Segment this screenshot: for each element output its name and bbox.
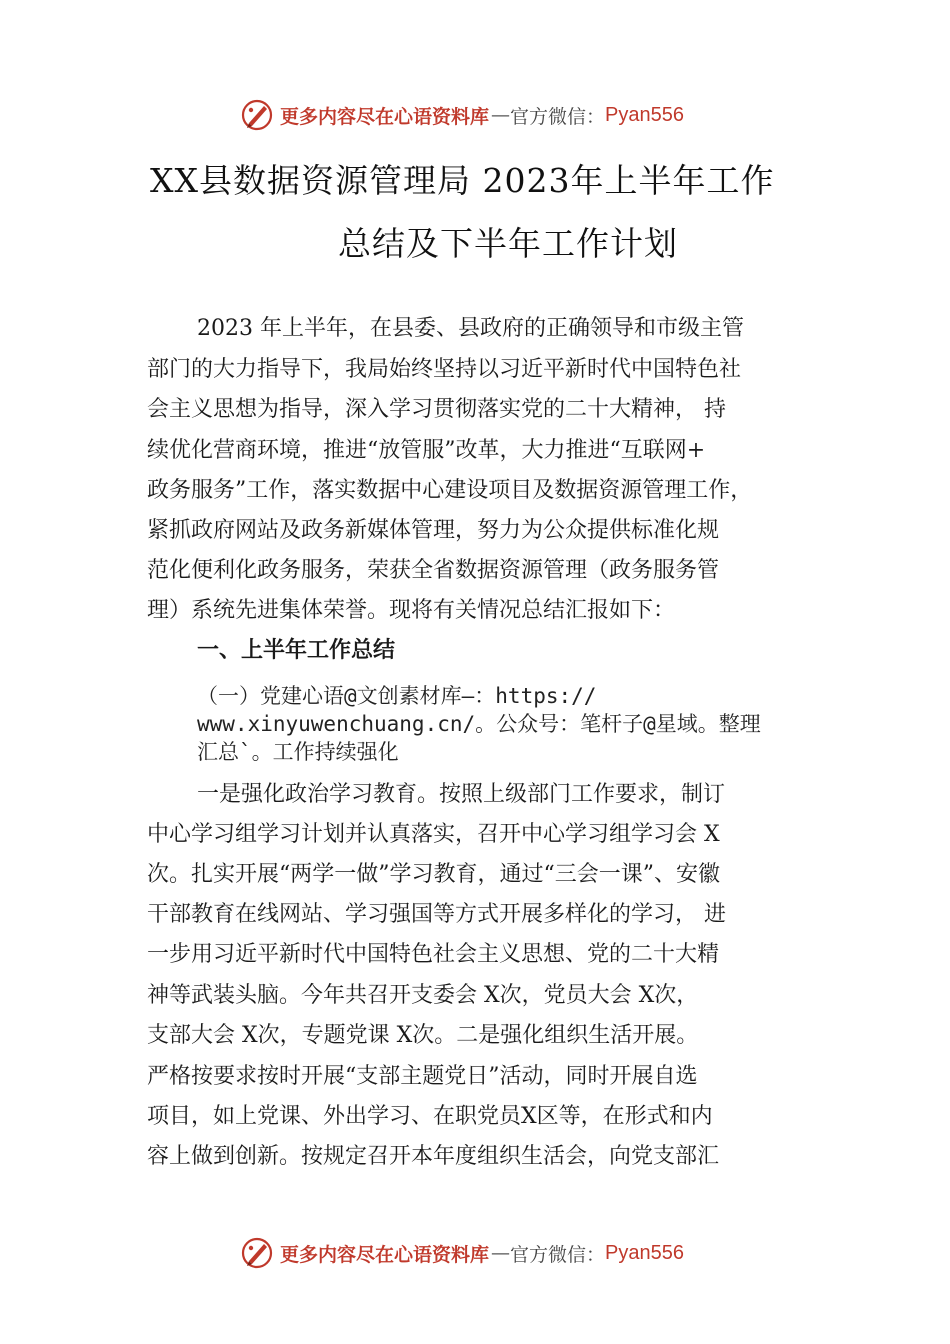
intro-line: 范化便利化政务服务，荣获全省数据资源管理（政务服务管 [147,558,720,583]
intro-line: 部门的大力指导下，我局始终坚持以习近平新时代中国特色社 [147,357,742,382]
subsection-line: 汇总`。工作持续强化 [197,740,399,764]
body-line: 干部教育在线网站、学习强国等方式开展多样化的学习， 进 [147,902,726,927]
body-line: 一是强化政治学习教育。按照上级部门工作要求，制订 [197,782,726,807]
body-line: 容上做到创新。按规定召开本年度组织生活会，向党支部汇 [147,1144,720,1169]
body-line: 严格按要求按时开展“支部主题党日”活动，同时开展自选 [147,1064,698,1089]
watermark-separator: — [491,104,511,126]
watermark-account: Pyan556 [605,1241,684,1264]
watermark-separator: — [491,1242,511,1264]
intro-line: 政务服务”工作，落实数据中心建设项目及数据资源管理工作， [147,478,753,503]
pen-circle-logo-icon [240,98,274,132]
watermark-banner-top [240,97,740,133]
watermark-brand: 更多内容尽在心语资料库 [280,105,490,128]
watermark-brand: 更多内容尽在心语资料库 [280,1243,490,1266]
body-line: 中心学习组学习计划并认真落实，召开中心学习组学习会 X [147,822,720,847]
watermark-wechat-label: 官方微信： [510,1243,606,1266]
watermark-wechat-label: 官方微信： [510,105,606,128]
subsection-line: www.xinyuwenchuang.cn/。公众号：笔杆子@星域。整理 [197,712,761,736]
intro-line: 2023 年上半年，在县委、县政府的正确领导和市级主管 [197,316,744,341]
body-line: 项目，如上党课、外出学习、在职党员X区等，在形式和内 [147,1104,713,1129]
body-line: 次。扎实开展“两学一做”学习教育，通过“三会一课”、安徽 [147,862,720,887]
pen-circle-logo-icon [240,1236,274,1270]
intro-line: 会主义思想为指导，深入学习贯彻落实党的二十大精神， 持 [147,397,726,422]
section-heading: 一、上半年工作总结 [197,638,396,663]
subsection-line: （一）党建心语@文创素材库—：https:// [197,684,597,708]
intro-line: 紧抓政府网站及政务新媒体管理，努力为公众提供标准化规 [147,518,720,543]
body-line: 神等武装头脑。今年共召开支委会 X次，党员大会 X次， [147,983,699,1008]
document-title-line-1: XX县数据资源管理局 2023年上半年工作 [150,161,775,200]
intro-line: 理）系统先进集体荣誉。现将有关情况总结汇报如下： [147,598,676,623]
watermark-account: Pyan556 [605,103,684,126]
document-title-line-2: 总结及下半年工作计划 [338,224,678,263]
watermark-banner-bottom [240,1235,740,1271]
intro-line: 续优化营商环境，推进“放管服”改革，大力推进“互联网+ [147,438,706,463]
body-line: 支部大会 X次，专题党课 X次。二是强化组织生活开展。 [147,1023,699,1048]
body-line: 一步用习近平新时代中国特色社会主义思想、党的二十大精 [147,942,720,967]
